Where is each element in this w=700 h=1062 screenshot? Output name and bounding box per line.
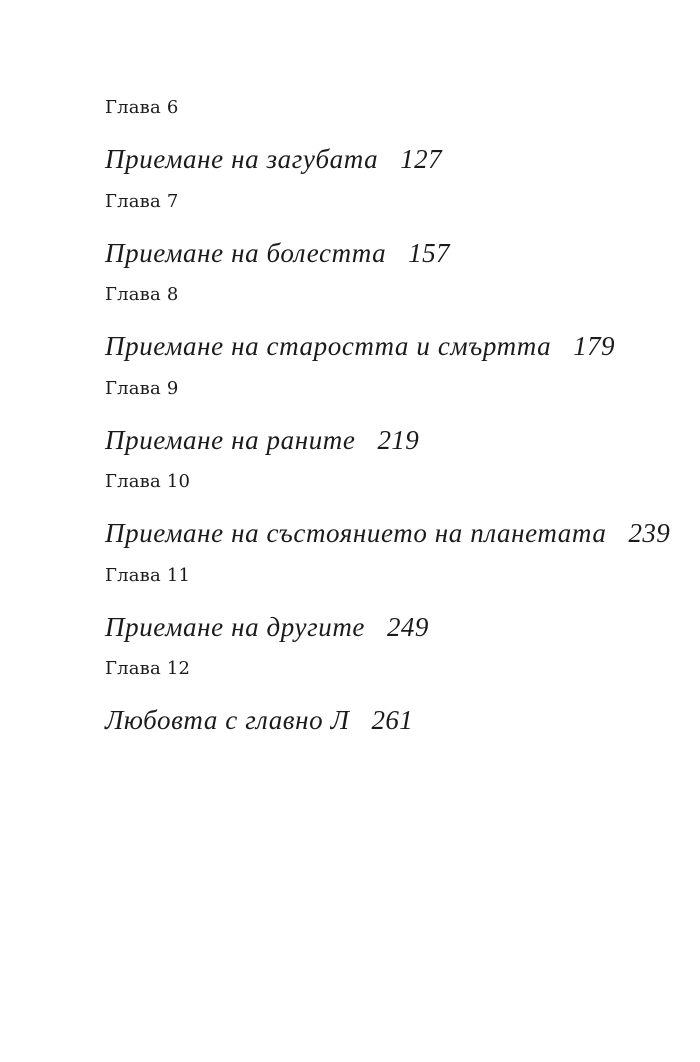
chapter-line — [105, 142, 665, 176]
page-number: 179 — [573, 331, 615, 361]
page-number: 261 — [371, 705, 414, 735]
chapter-title: Приемане на старостта и смъртта — [105, 331, 552, 361]
toc-entry — [105, 283, 665, 377]
toc-entry — [105, 564, 665, 658]
chapter-label: Глава 11 — [105, 564, 191, 586]
toc-entry — [105, 470, 671, 564]
chapter-label: Глава 10 — [105, 471, 191, 492]
table-of-contents — [105, 96, 671, 751]
chapter-title: Приемане на загубата — [105, 144, 379, 174]
page-number: 249 — [387, 611, 429, 642]
chapter-label: Глава 9 — [105, 377, 179, 399]
page-number: 219 — [377, 424, 420, 455]
chapter-title: Любовта с главно Л — [105, 705, 350, 735]
chapter-line — [105, 236, 665, 270]
toc-entry — [105, 96, 665, 190]
chapter-title: Приемане на състоянието на планетата — [105, 518, 607, 548]
chapter-line — [105, 329, 665, 363]
chapter-line — [105, 516, 671, 550]
chapter-line — [105, 703, 665, 737]
chapter-label: Глава 6 — [105, 97, 179, 118]
page-number: 239 — [628, 518, 671, 548]
chapter-label: Глава 8 — [105, 284, 179, 305]
page-number: 157 — [408, 237, 450, 268]
chapter-title: Приемане на другите — [105, 611, 366, 642]
page-number: 127 — [400, 144, 442, 174]
chapter-line — [105, 423, 665, 457]
chapter-title: Приемане на болестта — [105, 237, 387, 268]
chapter-label: Глава 7 — [105, 190, 179, 212]
toc-entry — [105, 377, 665, 471]
chapter-line — [105, 610, 665, 644]
chapter-label: Глава 12 — [105, 658, 191, 679]
toc-entry — [105, 190, 665, 284]
chapter-title: Приемане на раните — [105, 424, 356, 455]
toc-entry — [105, 657, 665, 751]
